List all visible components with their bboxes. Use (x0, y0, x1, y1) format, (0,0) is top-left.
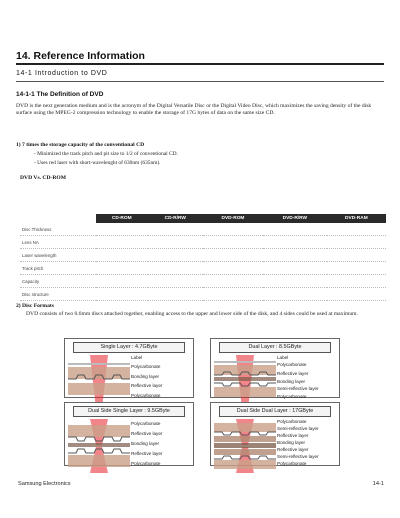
table-cell (148, 275, 203, 288)
page-number: 14-1 (372, 481, 384, 487)
column-header: CD-R/RW (148, 214, 203, 223)
layer-label: Semi-reflective layer (277, 386, 319, 391)
table-cell (263, 249, 327, 262)
row-label: Disc structure (20, 288, 96, 301)
capacity-bullet-1: - Minimized the track pitch and pit size to 1/2 of conventional CD. (34, 151, 178, 157)
layer-label: Polycarbonate (277, 419, 307, 424)
table-cell (96, 223, 148, 236)
label-layer (214, 361, 276, 363)
table-cell (263, 262, 327, 275)
layer-label: Polycarbonate (277, 362, 307, 367)
row-label: Capacity (20, 275, 96, 288)
figure-title: Dual Layer : 8.5GByte (219, 342, 331, 353)
substrate-layer (68, 425, 130, 437)
table-cell (203, 275, 263, 288)
table-cell (96, 249, 148, 262)
table-cell (263, 288, 327, 301)
table-row (20, 288, 386, 301)
table-cell (96, 236, 148, 249)
comparison-title: DVD Vs. CD-ROM (20, 175, 67, 181)
layer-label: Polycarbonate (277, 394, 307, 399)
disc-cross-section (214, 355, 276, 409)
layer-label: Polycarbonate (131, 393, 161, 398)
table-row (20, 249, 386, 262)
column-header: DVD-R/RW (263, 214, 327, 223)
layer-label: Semi-reflective layer (277, 426, 319, 431)
table-cell (96, 275, 148, 288)
table-cell (96, 262, 148, 275)
table-cell (327, 223, 386, 236)
title-rule (16, 63, 384, 65)
reflective-layer (214, 436, 276, 442)
bonding-layer (68, 443, 130, 447)
table-cell (203, 288, 263, 301)
footer-company: Samsung Electronics (18, 481, 71, 487)
layer-label: Bonding layer (131, 374, 160, 379)
capacity-bullet-2: - Uses red laser with short-wavelenght of 630nm (635nm). (34, 160, 161, 166)
row-label: Disc Thickness (20, 223, 96, 236)
layer-label: Semi-reflective layer (277, 454, 319, 459)
layer-label: Polycarbonate (131, 461, 161, 466)
layer-label: Polycarbonate (131, 364, 161, 369)
figure-title: Single Layer : 4.7GByte (73, 342, 185, 353)
disc-cross-section (68, 355, 130, 409)
table-cell (327, 236, 386, 249)
figure-single-layer (64, 338, 194, 398)
substrate-layer (68, 383, 130, 395)
table-cell (203, 249, 263, 262)
row-label: Lens NA (20, 236, 96, 249)
subsection-heading: 14-1-1 The Definition of DVD (16, 91, 104, 98)
substrate-layer (214, 387, 276, 397)
table-header-row (20, 214, 386, 223)
layer-label: Polycarbonate (131, 421, 161, 426)
layer-label: Bonding layer (131, 441, 160, 446)
table-cell (327, 262, 386, 275)
figure-dual-layer (210, 338, 340, 398)
table-cell (148, 249, 203, 262)
table-cell (327, 275, 386, 288)
layer-label: Reflective layer (131, 451, 163, 456)
layer-label: Bonding layer (277, 440, 306, 445)
substrate-layer (214, 423, 276, 432)
layer-label: Bonding layer (277, 379, 306, 384)
table-cell (148, 288, 203, 301)
formats-heading: 2) Disc Formats (16, 303, 54, 309)
page-title: 14. Reference Information (16, 50, 145, 62)
table-row (20, 236, 386, 249)
layer-label: Reflective layer (277, 433, 309, 438)
bonding-layer (214, 443, 276, 448)
disc-cross-section (68, 419, 130, 473)
capacity-heading: 1) 7 times the storage capacity of the conventional CD (16, 142, 145, 148)
disc-cross-section (214, 419, 276, 473)
label-layer (68, 363, 130, 365)
table-cell (148, 236, 203, 249)
layer-label: Reflective layer (277, 447, 309, 452)
table-row (20, 262, 386, 275)
bonding-layer (214, 377, 276, 381)
section-rule (16, 81, 384, 82)
table-cell (327, 288, 386, 301)
column-header: DVD-RAM (327, 214, 386, 223)
table-row (20, 223, 386, 236)
figure-title: Dual Side Dual Layer : 17GByte (219, 406, 331, 417)
table-row (20, 275, 386, 288)
row-label: Track pitch (20, 262, 96, 275)
table-cell (203, 223, 263, 236)
formats-paragraph: DVD consists of two 0.6mm discs attached together, enabling access to the upper and lower side of the disk, and 4 sides could be used at maximum. (26, 311, 358, 317)
table-cell (263, 275, 327, 288)
layer-label: Label (277, 355, 289, 360)
laser-beam-icon (236, 355, 254, 409)
table-cell (203, 236, 263, 249)
column-header: DVD-ROM (203, 214, 263, 223)
layer-label: Reflective layer (277, 371, 309, 376)
comparison-table (20, 214, 386, 301)
table-corner-cell (20, 214, 96, 223)
layer-label: Label (131, 355, 143, 360)
layer-label: Reflective layer (131, 431, 163, 436)
column-header: CD-ROM (96, 214, 148, 223)
table-cell (96, 288, 148, 301)
row-label: Laser wavelength (20, 249, 96, 262)
intro-paragraph: DVD is the next generation medium and is the acronym of the Digital Versatile Disc or the Digital Video Disc, which maximizes the saving density of the disk surface using the MPEG-2 compression technology to enable the storage of 17G bytes of data on the same size CD. (16, 103, 372, 117)
table-cell (327, 249, 386, 262)
table-cell (263, 236, 327, 249)
substrate-layer (68, 455, 130, 467)
figure-dual-side-single-layer (64, 402, 194, 466)
reflective-layer (214, 449, 276, 455)
substrate-layer (214, 460, 276, 469)
table-cell (203, 262, 263, 275)
layer-label: Reflective layer (131, 383, 163, 388)
figure-dual-side-dual-layer (210, 402, 340, 466)
section-heading: 14-1 Introduction to DVD (16, 70, 108, 77)
table-cell (148, 223, 203, 236)
table-cell (148, 262, 203, 275)
table-cell (263, 223, 327, 236)
layer-label: Polycarbonate (277, 461, 307, 466)
figure-title: Dual Side Single Layer : 9.5GByte (73, 406, 185, 417)
